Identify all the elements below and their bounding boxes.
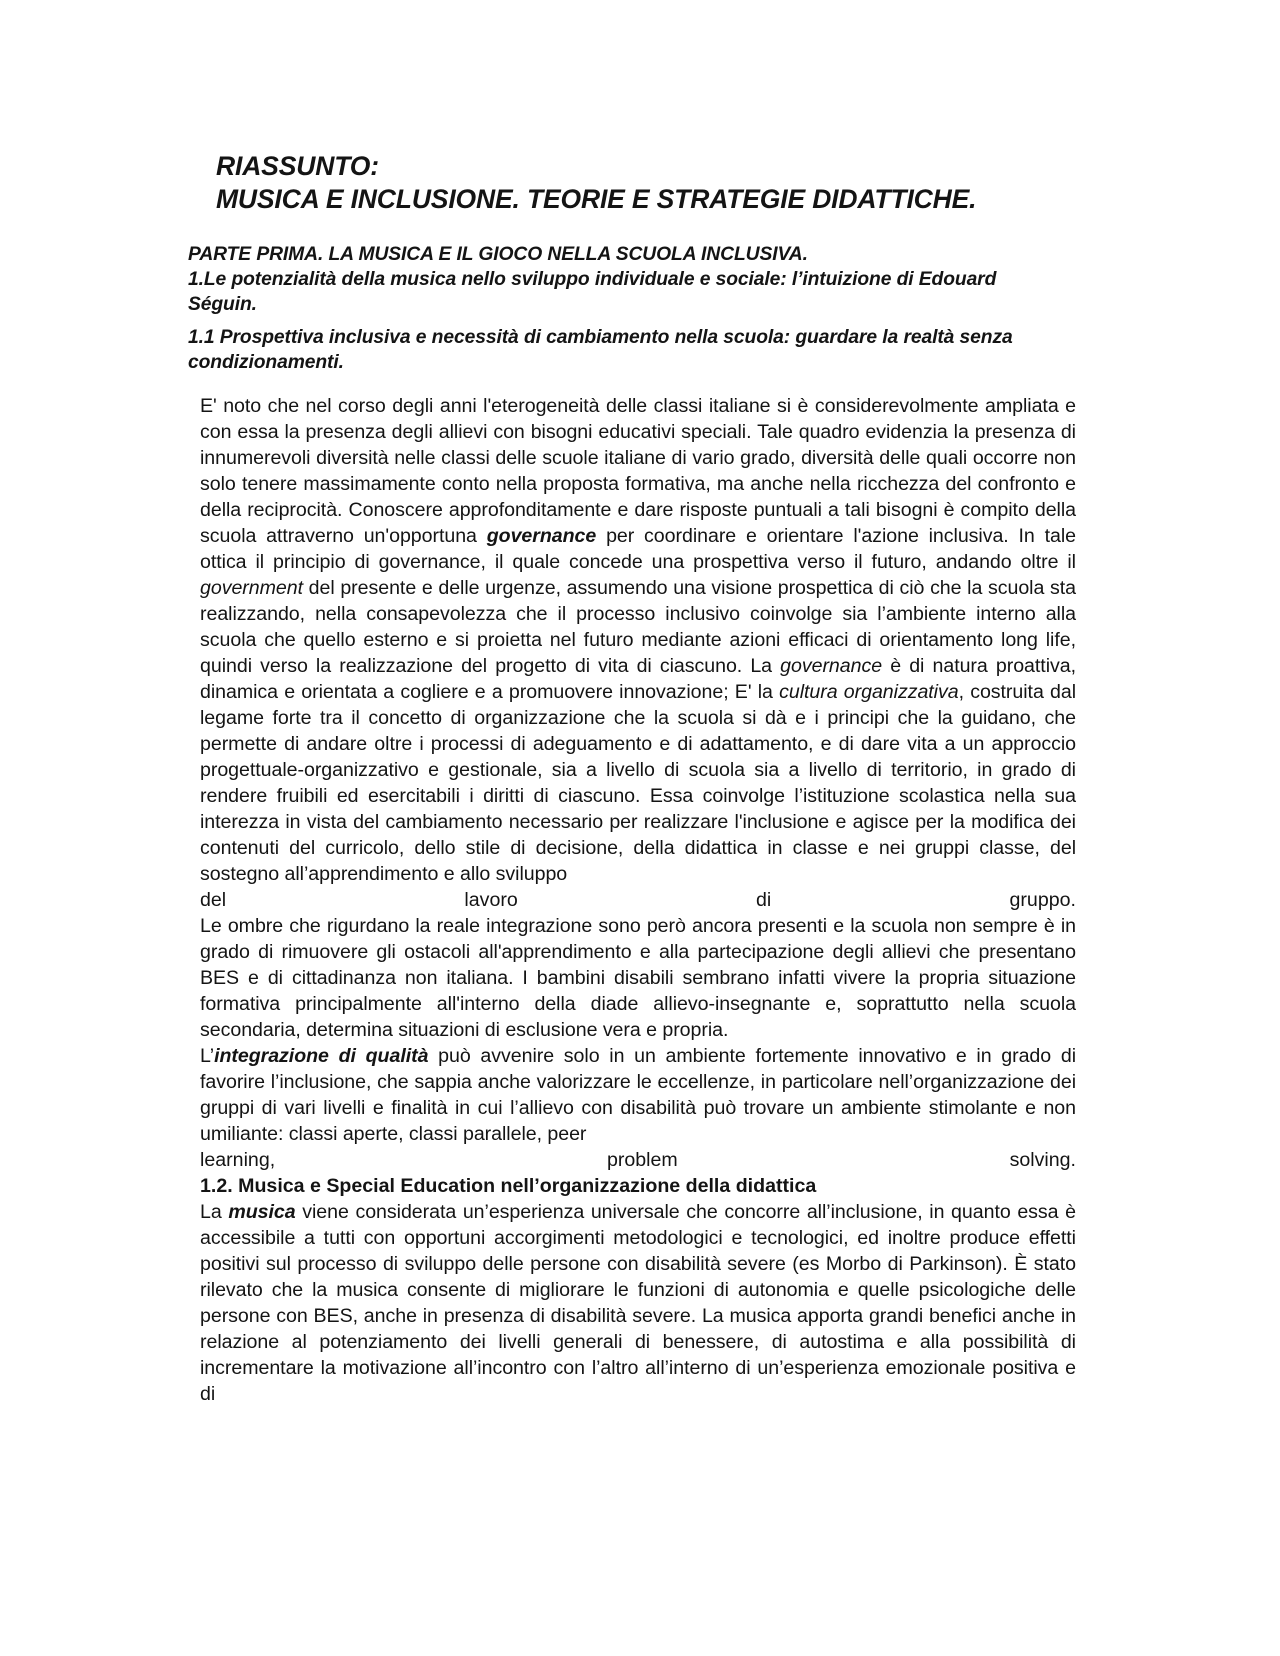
text-run-bold-italic: musica — [228, 1201, 296, 1223]
word: di — [756, 889, 772, 911]
text-run-italic: governance — [780, 655, 883, 677]
text-run-bold-italic: integrazione di qualità — [214, 1045, 429, 1067]
chapter-1-heading: 1.Le potenzialità della musica nello sviluppo individuale e sociale: l’intuizione di Edouard Séguin. — [188, 269, 997, 315]
document-title — [216, 150, 1136, 216]
text-run: E' noto che nel corso degli anni l'eterogeneità delle classi italiane si è considerevolmente ampliata e con essa la presenza degli allievi con bisogni educativi speciali. Tale quadro evidenzia la presenza di innumerevoli diversità nelle classi delle scuole italiane di vario grado, diversità delle quali occorre non solo tenere massimamente conto nella proposta formativa, ma anche nella ricchezza del confronto e della reciprocità. Conoscere approfonditamente e dare risposte puntuali a tali bisogni è compito della scuola attraverno un'opportuna — [200, 395, 1076, 547]
word: solving. — [1009, 1149, 1076, 1171]
part-heading: PARTE PRIMA. LA MUSICA E IL GIOCO NELLA SCUOLA INCLUSIVA. — [188, 244, 808, 265]
paragraph-last-line — [200, 887, 1076, 913]
paragraph-integration: Le ombre che rigurdano la reale integrazione sono però ancora presenti e la scuola non sempre è in grado di rimuovere gli ostacoli all'apprendimento e alla partecipazione degli allievi che presentano BES e di cittadinanza non italiana. I bambini disabili sembrano infatti vivere la propria situazione formativa principalmente all'interno della diade allievo-insegnante e, soprattutto nella scuola secondaria, determina situazioni di esclusione vera e propria. — [200, 915, 1076, 1041]
body-text — [200, 393, 1076, 1407]
paragraph-quality — [200, 1043, 1076, 1147]
section-1-1-heading: 1.1 Prospettiva inclusiva e necessità di cambiamento nella scuola: guardare la realtà senza condizionamenti. — [188, 327, 1013, 373]
word: del — [200, 889, 227, 911]
text-run: La — [200, 1201, 229, 1223]
text-run-italic: government — [200, 577, 303, 599]
text-run: L’ — [200, 1045, 215, 1067]
title-line-1: RIASSUNTO: — [216, 151, 379, 181]
text-run-italic: cultura organizzativa — [779, 681, 959, 703]
word: gruppo. — [1009, 889, 1076, 911]
word: lavoro — [464, 889, 518, 911]
title-line-2: MUSICA E INCLUSIONE. TEORIE E STRATEGIE DIDATTICHE. — [216, 184, 977, 214]
text-run: per coordinare e orientare l'azione inclusiva. In tale ottica il principio di governance, il quale concede una prospettiva verso il futuro, andando oltre il — [200, 525, 1076, 573]
text-run: è di natura proattiva, dinamica e orientata a cogliere e a promuovere innovazione; E' la — [200, 655, 1076, 703]
text-run: può avvenire solo in un ambiente fortemente innovativo e in grado di favorire l’inclusione, che sappia anche valorizzare le eccellenze, in particolare nell’organizzazione dei gruppi di vari livelli e finalità in cui l’allievo con disabilità può trovare un ambiente stimolante e non umiliante: classi aperte, classi parallele, peer — [200, 1045, 1076, 1145]
paragraph-governance — [200, 393, 1076, 887]
paragraph-music — [200, 1199, 1076, 1407]
word: learning, — [200, 1149, 276, 1171]
word: problem — [606, 1149, 678, 1171]
paragraph-last-line — [200, 1147, 1076, 1173]
section-1-2-heading: 1.2. Musica e Special Education nell’organizzazione della didattica — [200, 1175, 817, 1197]
part-headings — [188, 242, 1068, 375]
text-run: viene considerata un’esperienza universale che concorre all’inclusione, in quanto essa è accessibile a tutti con opportuni accorgimenti metodologici e tecnologici, ed inoltre produce effetti positivi sul processo di sviluppo delle persone con disabilità severe (es Morbo di Parkinson). È stato rilevato che la musica consente di migliorare le funzioni di autonomia e quelle psicologiche delle persone con BES, anche in presenza di disabilità severe. La musica apporta grandi benefici anche in relazione al potenziamento dei livelli generali di benessere, di autostima e alla possibilità di incrementare la motivazione all’incontro con l’altro all’interno di un’esperienza emozionale positiva e di — [200, 1201, 1076, 1405]
text-run: , costruita dal legame forte tra il concetto di organizzazione che la scuola si dà e i principi che la guidano, che permette di andare oltre i processi di adeguamento e di adattamento, e di dare vita a un approccio progettuale-organizzativo e gestionale, sia a livello di scuola sia a livello di territorio, in grado di rendere fruibili ed esercitabili i diritti di ciascuno. Essa coinvolge l’istituzione scolastica nella sua interezza in vista del cambiamento necessario per realizzare l'inclusione e agisce per la modifica dei contenuti del curricolo, dello stile di decisione, della didattica in classe e nei gruppi classe, del sostegno all’apprendimento e allo sviluppo — [200, 681, 1077, 885]
text-run: del presente e delle urgenze, assumendo una visione prospettica di ciò che la scuola sta realizzando, nella consapevolezza che il processo inclusivo coinvolge sia l’ambiente interno alla scuola che quello esterno e si proietta nel futuro mediante azioni efficaci di orientamento long life, quindi verso la realizzazione del progetto di vita di ciascuno. La — [200, 577, 1076, 677]
text-run-bold-italic: governance — [486, 525, 597, 547]
